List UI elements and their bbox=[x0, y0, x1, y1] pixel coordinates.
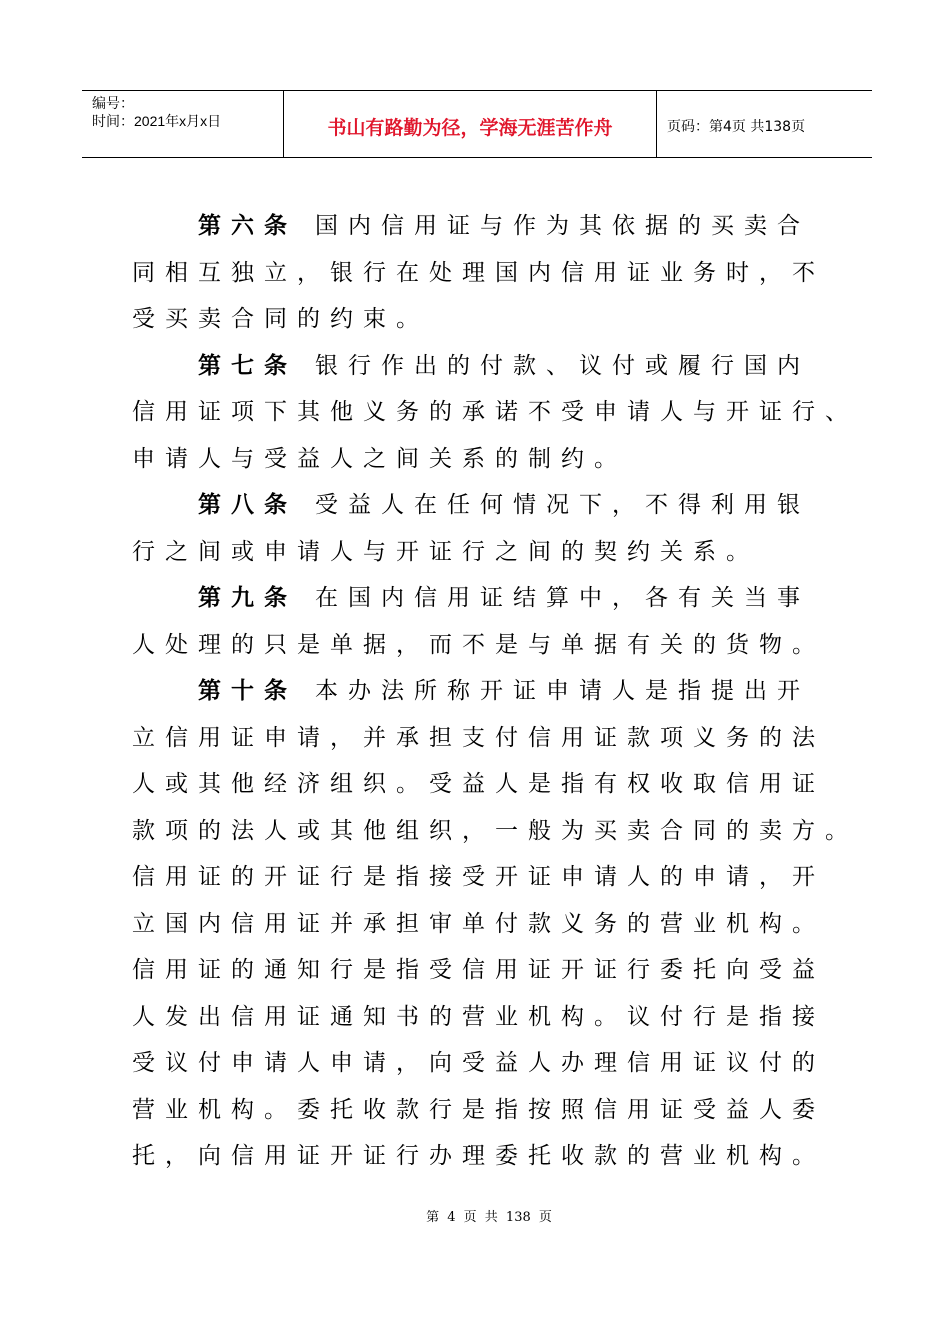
document-header bbox=[82, 90, 872, 158]
article-paragraph bbox=[132, 668, 858, 1180]
paragraph-line: 营业机构。委托收款行是指按照信用证受益人委 bbox=[132, 1096, 825, 1123]
paragraph-line: 受买卖合同的约束。 bbox=[132, 306, 429, 332]
paragraph-line: 受议付申请人申请，向受益人办理信用证议付的 bbox=[132, 1050, 825, 1076]
time-label: 时间：2021年x月x日 bbox=[92, 113, 222, 129]
article-paragraph bbox=[132, 203, 852, 343]
paragraph-line: 受益人在任何情况下，不得利用银 bbox=[315, 492, 810, 518]
paragraph-line: 款项的法人或其他组织，一般为买卖合同的卖方。 bbox=[132, 817, 858, 844]
header-page-info: 页码：第4页 共138页 bbox=[667, 118, 806, 135]
article-paragraph bbox=[132, 482, 852, 575]
article-number: 第八条 bbox=[198, 492, 297, 518]
document-body bbox=[132, 203, 858, 1180]
paragraph-first-line bbox=[132, 668, 852, 715]
article-paragraph bbox=[132, 575, 852, 668]
article-number: 第七条 bbox=[198, 352, 297, 379]
header-motto: 书山有路勤为径，学海无涯苦作舟 bbox=[284, 91, 657, 157]
article-number: 第六条 bbox=[198, 213, 297, 239]
paragraph-line: 立信用证申请，并承担支付信用证款项义务的法 bbox=[132, 724, 825, 751]
article-paragraph bbox=[132, 343, 858, 483]
paragraph-line: 信用证的通知行是指受信用证开证行委托向受益 bbox=[132, 957, 825, 983]
paragraph-line: 信用证的开证行是指接受开证申请人的申请，开 bbox=[132, 864, 825, 890]
paragraph-line: 银行作出的付款、议付或履行国内 bbox=[315, 352, 810, 379]
page-footer: 第 4 页 共 138 页 bbox=[426, 1210, 552, 1225]
paragraph-first-line bbox=[132, 575, 852, 622]
paragraph-line: 行之间或申请人与开证行之间的契约关系。 bbox=[132, 538, 759, 565]
paragraph-line: 人或其他经济组织。受益人是指有权收取信用证 bbox=[132, 771, 825, 797]
paragraph-first-line bbox=[132, 343, 852, 390]
paragraph-line: 人处理的只是单据，而不是与单据有关的货物。 bbox=[132, 631, 825, 658]
paragraph-line: 立国内信用证并承担审单付款义务的营业机构。 bbox=[132, 910, 825, 937]
paragraph-line: 同相互独立，银行在处理国内信用证业务时，不 bbox=[132, 259, 825, 286]
paragraph-first-line bbox=[132, 482, 852, 529]
article-number: 第九条 bbox=[198, 585, 297, 611]
paragraph-line: 人发出信用证通知书的营业机构。议付行是指接 bbox=[132, 1003, 825, 1030]
paragraph-line: 在国内信用证结算中，各有关当事 bbox=[315, 585, 810, 611]
article-number: 第十条 bbox=[198, 678, 297, 704]
paragraph-line: 信用证项下其他义务的承诺不受申请人与开证行、 bbox=[132, 399, 858, 425]
paragraph-first-line bbox=[132, 203, 852, 250]
paragraph-line: 申请人与受益人之间关系的制约。 bbox=[132, 445, 627, 472]
paragraph-line: 托，向信用证开证行办理委托收款的营业机构。 bbox=[132, 1143, 825, 1169]
paragraph-line: 国内信用证与作为其依据的买卖合 bbox=[315, 213, 810, 239]
number-label: 编号： bbox=[92, 95, 134, 111]
header-meta bbox=[82, 91, 284, 157]
paragraph-line: 本办法所称开证申请人是指提出开 bbox=[315, 678, 810, 704]
